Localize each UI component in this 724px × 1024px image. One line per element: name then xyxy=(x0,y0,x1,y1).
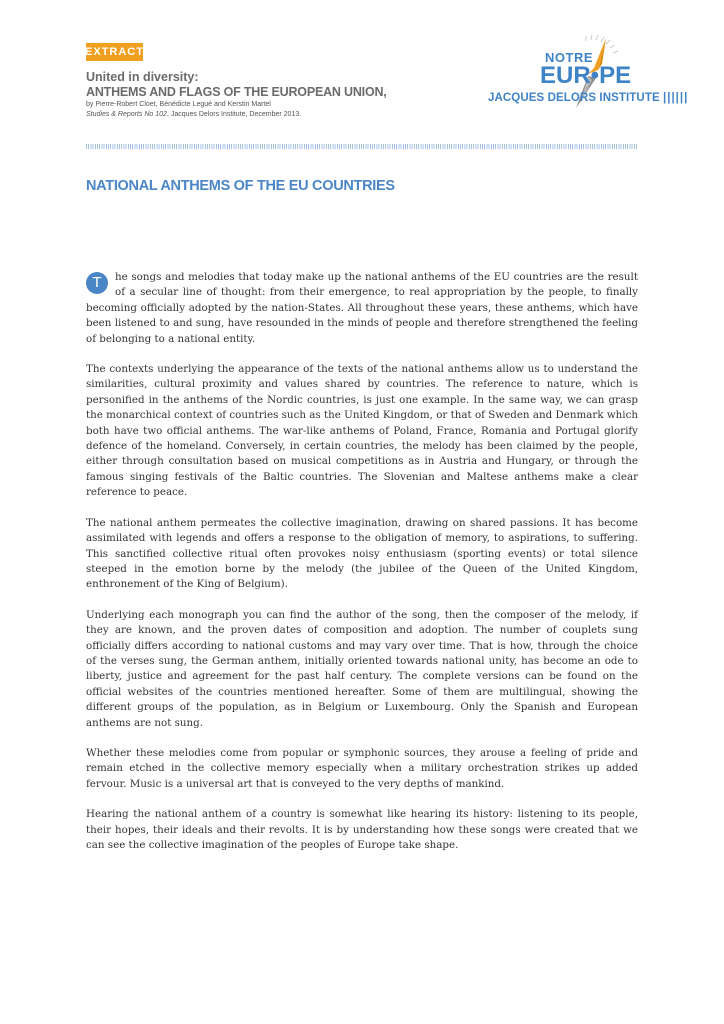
publication-subtitle: United in diversity: xyxy=(86,70,199,84)
dropcap: T xyxy=(86,272,108,294)
paragraph: Underlying each monograph you can find the author of the song, then the composer of the melody, if they are known, and the proven dates of composition and adoption. The number of couplets sung officially differs according to national customs and may vary over time. That is how, through the choice of the verses sung, the German anthem, initially oriented towards national unity, has become an ode to liberty, justice and agreement for the past half century. The complete versions can be found on the official websites of the countries mentioned hereafter. Some of them are multilingual, showing the different groups of the population, as in Belgium or Luxembourg. Only the Spanish and European anthems are not sung. xyxy=(86,608,638,729)
section-title: NATIONAL ANTHEMS OF THE EU COUNTRIES xyxy=(86,178,395,194)
paragraph: Hearing the national anthem of a country is somewhat like hearing its history: listening to its people, their hopes, their ideals and their revolts. It is by understanding how these songs were created that we can see the collective imagination of the peoples of Europe take shape. xyxy=(86,808,638,851)
dotted-divider xyxy=(86,144,638,149)
extract-badge: EXTRACT xyxy=(86,43,143,61)
logo-institute-text: JACQUES DELORS INSTITUTE xyxy=(488,92,660,104)
logo-notre: NOTRE xyxy=(545,50,593,65)
publication-info xyxy=(86,70,387,120)
article-body xyxy=(86,270,638,868)
paragraph-text: he songs and melodies that today make up the national anthems of the EU countries are the result of a secular line of thought: from their emergence, to real appropriation by the people, to finally becoming officially adopted by the nation-States. All throughout these years, these anthems, which have been listened to and sung, have resounded in the minds of people and therefore strengthened the feeling of belonging to a national entity. xyxy=(86,271,638,345)
notre-europe-logo xyxy=(488,30,689,112)
publication-source xyxy=(86,110,387,120)
logo-europe: EUR•PE xyxy=(540,62,632,89)
paragraph: The contexts underlying the appearance of the texts of the national anthems allow us to understand the similarities, cultural proximity and values shared by countries. The reference to nature, which is personified in the anthems of the Nordic countries, is just one example. In the same way, we can grasp the monarchical context of countries such as the United Kingdom, or that of Sweden and Denmark which both have two official anthems. The war-like anthems of Poland, France, Romania and Portugal glorify defence of the homeland. Conversely, in certain countries, the melody has been claimed by the people, either through consultation based on musical competitions as in Austria and Hungary, or through the famous singing festivals of the Baltic countries. The Slovenian and Maltese anthems make a clear reference to peace. xyxy=(86,363,638,499)
logo-bars: |||||| xyxy=(663,92,689,104)
logo-jacques-delors-institute xyxy=(488,92,688,104)
paragraph: Whether these melodies come from popular or symphonic sources, they arouse a feeling of pride and remain etched in the collective memory especially when a military orchestration strikes up added fervour. Music is a universal art that is conveyed to the very depths of mankind. xyxy=(86,746,638,790)
paragraph: The national anthem permeates the collective imagination, drawing on shared passions. It has become assimilated with legends and offers a response to the obligation of memory, to aspirations, to suffering. This sanctified collective ritual often provokes noisy enthusiasm (sporting events) or total silence steeped in the emotion borne by the melody (the jubilee of the Queen of the United Kingdom, enthronement of the King of Belgium). xyxy=(86,516,638,591)
paragraph xyxy=(86,270,638,347)
publication-series: Studies & Reports No 102 xyxy=(86,111,167,118)
publication-authors: by Pierre-Robert Cloet, Bénédicte Legué and Kerstin Martel xyxy=(86,101,271,108)
publication-title: ANTHEMS AND FLAGS OF THE EUROPEAN UNION, xyxy=(86,85,387,99)
publication-source-text: , Jacques Delors Institute, December 2013. xyxy=(166,111,302,118)
